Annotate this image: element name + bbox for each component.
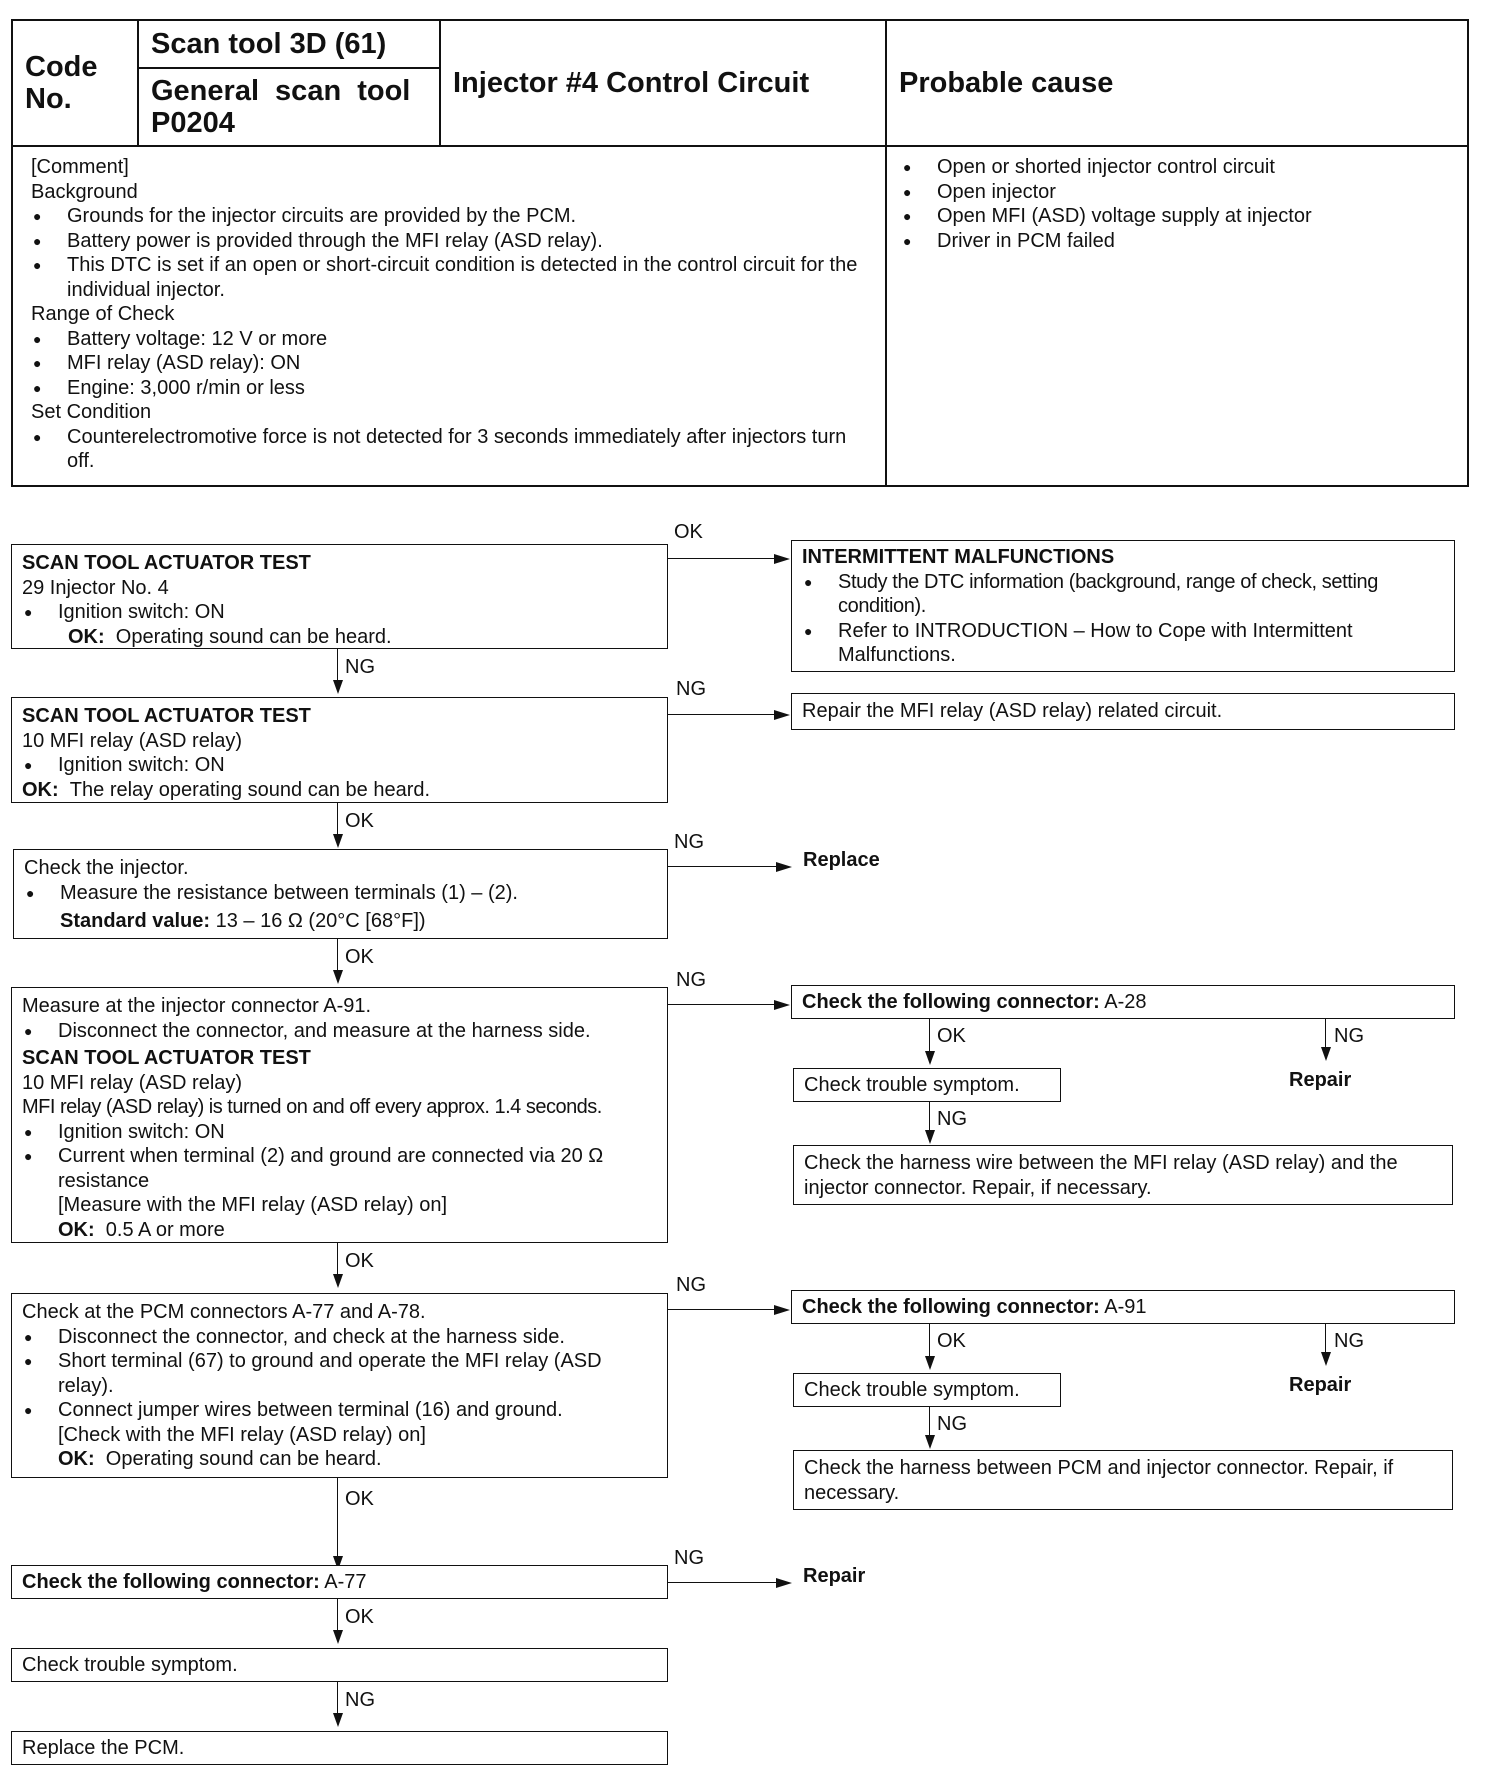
check-trouble-symptom-box: Check trouble symptom. (793, 1373, 1061, 1407)
ok-label-step3: OK (345, 946, 374, 968)
step1-actuator-test-injector (11, 544, 668, 649)
arrow-down-icon (1321, 1047, 1331, 1061)
arrow-down-icon (333, 1274, 343, 1288)
general-scan-tool-code (138, 68, 440, 146)
comment-label: [Comment] (31, 156, 129, 178)
ok-label-step4: OK (345, 1250, 374, 1272)
intermittent-title: INTERMITTENT MALFUNCTIONS (802, 546, 1115, 568)
ok-label: OK (937, 1330, 966, 1352)
check-harness-pcm-injector-box: Check the harness between PCM and injector connector. Repair, if necessary. (793, 1450, 1453, 1510)
ok-label-step2: OK (345, 810, 374, 832)
check-connector-label: Check the following connector: (22, 1571, 320, 1593)
ng-label-step2: NG (676, 678, 706, 700)
step4-measure-note: [Measure with the MFI relay (ASD relay) on] (58, 1194, 448, 1216)
step3-standard-value (24, 909, 657, 934)
step4-measure-injector-connector (11, 987, 668, 1243)
ok-connector-line (337, 1243, 338, 1276)
ok-connector-line (337, 1599, 338, 1632)
step4-ok-criteria (22, 1218, 657, 1243)
arrow-down-icon (333, 1630, 343, 1644)
arrow-down-icon (925, 1051, 935, 1065)
check-trouble-symptom-box: Check trouble symptom. (793, 1068, 1061, 1102)
step2-title: SCAN TOOL ACTUATOR TEST (22, 705, 311, 727)
arrow-right-icon (776, 862, 792, 872)
probable-cause-item: ● Driver in PCM failed (901, 229, 1453, 254)
check-connector-label: Check the following connector: (802, 991, 1100, 1013)
probable-cause-item: ● Open MFI (ASD) voltage supply at injector (901, 204, 1453, 229)
step5-check-note: [Check with the MFI relay (ASD relay) on] (58, 1423, 426, 1446)
step5-instruction: Check at the PCM connectors A-77 and A-78. (22, 1301, 426, 1323)
repair-result: Repair (1289, 1069, 1352, 1091)
step5-ok-criteria (22, 1447, 657, 1472)
ok-label-step1: OK (674, 521, 703, 543)
ok-label: OK (937, 1025, 966, 1047)
ng-label: NG (1334, 1330, 1364, 1352)
code-no-label: Code No. (12, 20, 138, 146)
ng-label-step6: NG (674, 1547, 704, 1569)
step8-replace-pcm: Replace the PCM. (11, 1731, 668, 1765)
dtc-title: Injector #4 Control Circuit (440, 20, 886, 146)
ng-connector-line (668, 1309, 776, 1310)
arrow-right-icon (776, 1578, 792, 1588)
step5-jumper: ● Connect jumper wires between terminal (16) and ground. (22, 1398, 657, 1423)
arrow-right-icon (774, 710, 790, 720)
step4-condition: ● Ignition switch: ON (22, 1120, 657, 1145)
standard-value: 13 – 16 Ω (20°C [68°F]) (215, 910, 426, 932)
ok-connector-line (929, 1019, 930, 1053)
ng-connector-line (668, 714, 776, 715)
arrow-down-icon (1321, 1352, 1331, 1366)
step6-check-connector-a77 (11, 1565, 668, 1599)
range-item: ● Engine: 3,000 r/min or less (31, 376, 869, 401)
probable-cause-list (886, 146, 1468, 486)
step5-check-pcm-connectors (11, 1293, 668, 1478)
ng-connector-line (1325, 1019, 1326, 1049)
background-item: ● This DTC is set if an open or short-circuit condition is detected in the control circuit for the individual injector. (31, 253, 869, 302)
intermittent-malfunctions-box (791, 540, 1455, 672)
ok-label: OK: (68, 625, 105, 648)
ok-text: The relay operating sound can be heard. (69, 778, 431, 801)
ok-connector-line (337, 803, 338, 836)
ok-label: OK: (22, 778, 59, 801)
step4-title: SCAN TOOL ACTUATOR TEST (22, 1047, 311, 1069)
repair-relay-circuit-box: Repair the MFI relay (ASD relay) related circuit. (791, 693, 1455, 730)
arrow-down-icon (333, 680, 343, 694)
range-of-check-label: Range of Check (31, 303, 175, 325)
connector-id: A-77 (324, 1571, 367, 1593)
general-scan-tool-label: General scan tool (151, 75, 411, 107)
step2-ok-criteria (22, 778, 657, 803)
ng-label: NG (937, 1108, 967, 1130)
replace-result: Replace (803, 849, 880, 871)
step2-condition: ● Ignition switch: ON (22, 753, 657, 778)
step4-current: ● Current when terminal (2) and ground are connected via 20 Ω resistance (22, 1144, 657, 1193)
probable-cause-item: ● Open injector (901, 180, 1453, 205)
scan-tool-3d-code: Scan tool 3D (61) (138, 20, 440, 68)
step2-item: 10 MFI relay (ASD relay) (22, 729, 243, 752)
step1-item: 29 Injector No. 4 (22, 576, 169, 599)
ok-text: Operating sound can be heard. (115, 625, 392, 648)
arrow-down-icon (333, 834, 343, 848)
ok-label-step5: OK (345, 1488, 374, 1510)
range-item: ● MFI relay (ASD relay): ON (31, 351, 869, 376)
ng-connector-line (1325, 1324, 1326, 1354)
ok-connector-line (337, 939, 338, 972)
intermittent-item: ● Refer to INTRODUCTION – How to Cope with Intermittent Malfunctions. (802, 619, 1444, 668)
arrow-down-icon (925, 1356, 935, 1370)
ng-connector-line (929, 1102, 930, 1132)
ok-connector-line (668, 558, 776, 559)
ok-label: OK: (58, 1448, 95, 1470)
ng-label-step3: NG (674, 831, 704, 853)
arrow-right-icon (774, 1000, 790, 1010)
check-connector-label: Check the following connector: (802, 1296, 1100, 1318)
ok-connector-line (337, 1478, 338, 1558)
ng-connector-line (668, 1582, 778, 1583)
ok-text: 0.5 A or more (105, 1218, 225, 1241)
range-item: ● Battery voltage: 12 V or more (31, 327, 869, 352)
step3-check-injector (13, 849, 668, 939)
probable-cause-heading: Probable cause (886, 20, 1468, 146)
standard-value-label: Standard value: (60, 910, 211, 932)
dtc-header-table (11, 19, 1469, 487)
step4-instruction: Measure at the injector connector A-91. (22, 995, 372, 1017)
probable-cause-item: ● Open or shorted injector control circuit (901, 155, 1453, 180)
check-connector-a28-box (791, 985, 1455, 1019)
comment-section (12, 146, 886, 486)
arrow-right-icon (774, 1305, 790, 1315)
step3-instruction: Check the injector. (24, 857, 189, 879)
set-condition-item: ● Counterelectromotive force is not detected for 3 seconds immediately after injectors turn off. (31, 425, 869, 474)
step1-title: SCAN TOOL ACTUATOR TEST (22, 552, 311, 574)
ng-connector-line (668, 1004, 776, 1005)
step3-measure: ● Measure the resistance between terminals (1) – (2). (24, 881, 657, 906)
ok-connector-line (929, 1324, 930, 1358)
check-connector-a91-box (791, 1290, 1455, 1324)
background-label: Background (31, 180, 138, 203)
ng-label: NG (937, 1413, 967, 1435)
step4-relay-note: MFI relay (ASD relay) is turned on and off every approx. 1.4 seconds. (22, 1096, 602, 1118)
step7-check-trouble-symptom: Check trouble symptom. (11, 1648, 668, 1682)
step5-disconnect: ● Disconnect the connector, and check at the harness side. (22, 1325, 657, 1350)
step2-actuator-test-relay (11, 697, 668, 803)
step1-condition: ● Ignition switch: ON (22, 600, 657, 625)
arrow-down-icon (925, 1130, 935, 1144)
ok-label: OK: (58, 1218, 95, 1241)
connector-id: A-28 (1104, 991, 1147, 1013)
arrow-down-icon (333, 1713, 343, 1727)
intermittent-item: ● Study the DTC information (background, range of check, setting condition). (802, 570, 1444, 619)
ng-connector-line (668, 866, 778, 867)
step1-ok-criteria (22, 625, 657, 650)
general-scan-tool-value: P0204 (151, 107, 235, 139)
arrow-right-icon (774, 554, 790, 564)
check-harness-relay-injector-box: Check the harness wire between the MFI relay (ASD relay) and the injector connector. Repair, if necessary. (793, 1145, 1453, 1205)
arrow-down-icon (333, 970, 343, 984)
ng-connector-line (929, 1407, 930, 1437)
ng-label-step7: NG (345, 1689, 375, 1711)
connector-id: A-91 (1104, 1296, 1147, 1318)
background-item: ● Grounds for the injector circuits are provided by the PCM. (31, 204, 869, 229)
set-condition-label: Set Condition (31, 401, 152, 423)
ng-label: NG (1334, 1025, 1364, 1047)
ok-text: Operating sound can be heard. (105, 1448, 382, 1470)
ok-label-step6: OK (345, 1606, 374, 1628)
ng-label-step4: NG (676, 969, 706, 991)
step4-item: 10 MFI relay (ASD relay) (22, 1071, 243, 1094)
step5-short-terminal: ● Short terminal (67) to ground and operate the MFI relay (ASD relay). (22, 1349, 657, 1398)
ng-label-step5: NG (676, 1274, 706, 1296)
ng-connector-line (337, 1682, 338, 1715)
background-item: ● Battery power is provided through the MFI relay (ASD relay). (31, 229, 869, 254)
step4-disconnect: ● Disconnect the connector, and measure at the harness side. (22, 1019, 657, 1044)
arrow-down-icon (925, 1435, 935, 1449)
repair-result: Repair (803, 1565, 866, 1587)
ng-connector-line (337, 649, 338, 682)
ng-label-step1: NG (345, 656, 375, 678)
repair-result: Repair (1289, 1374, 1352, 1396)
